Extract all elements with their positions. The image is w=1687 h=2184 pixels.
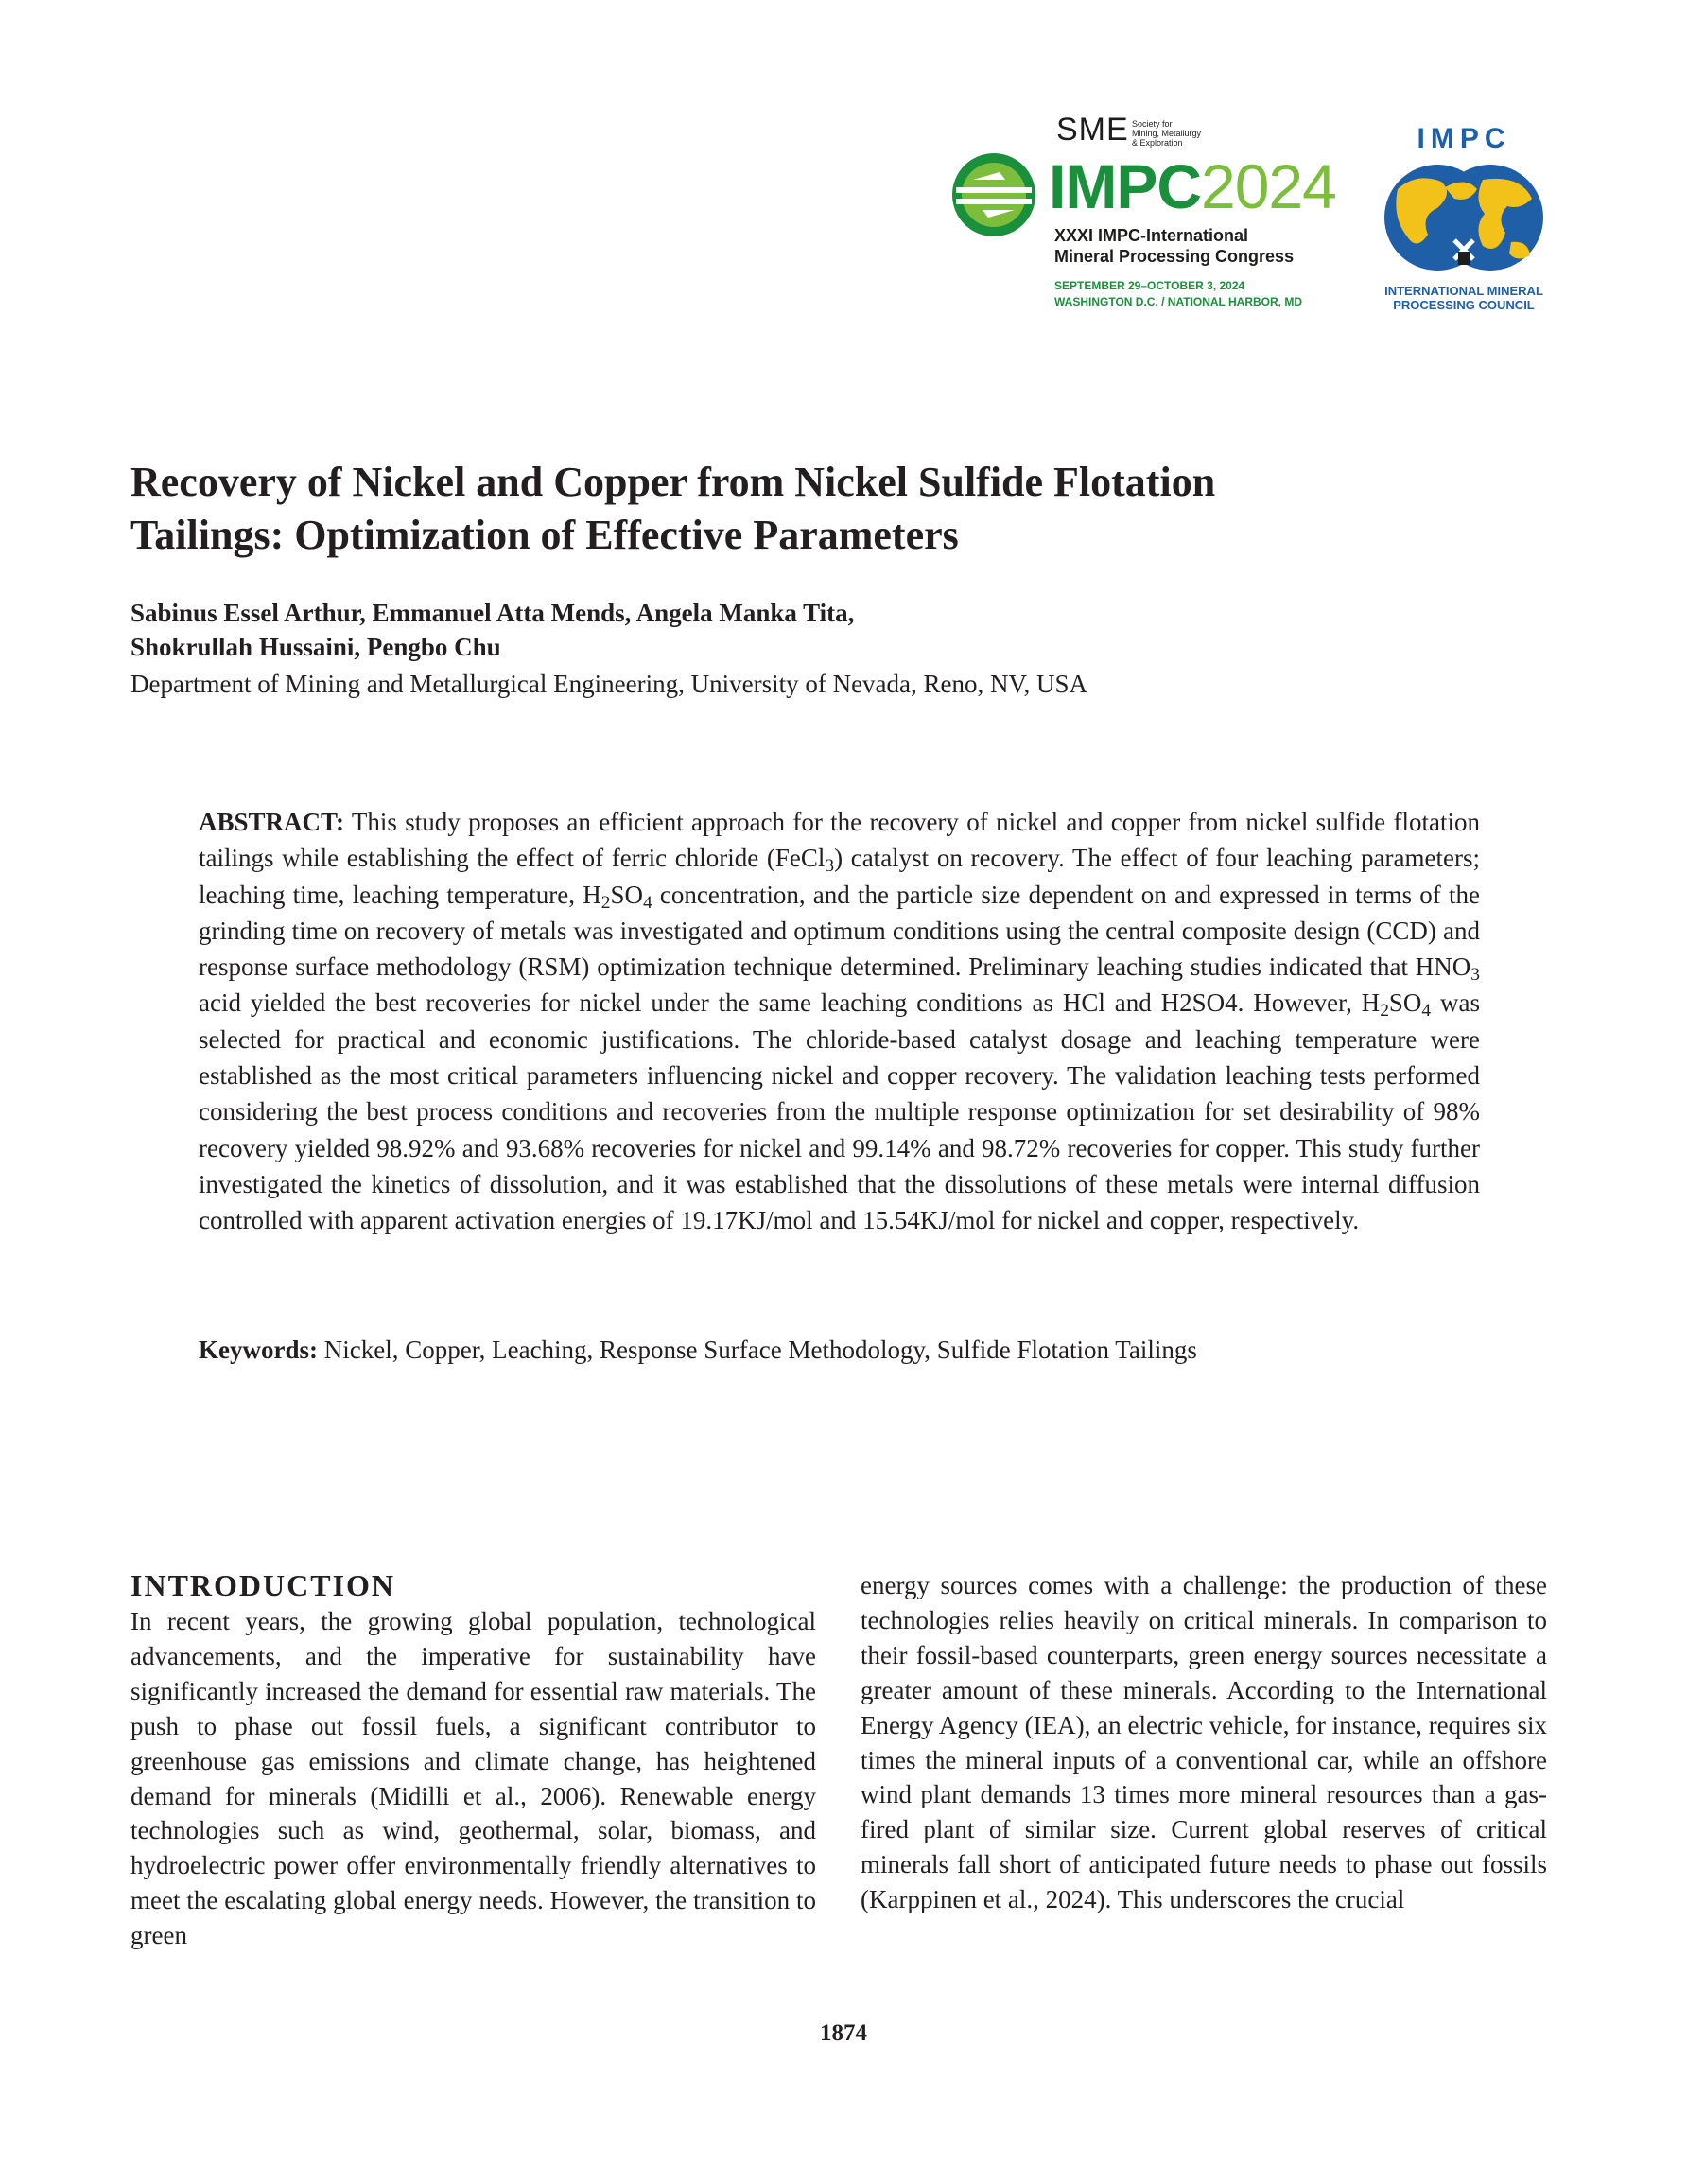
introduction-heading: INTRODUCTION (130, 1568, 396, 1602)
paper-title: Recovery of Nickel and Copper from Nickel Sulfide Flotation Tailings: Optimization of Effective Parameters (130, 459, 1216, 558)
page-number: 1874 (820, 2020, 867, 2046)
keywords: Keywords: Nickel, Copper, Leaching, Response Surface Methodology, Sulfide Flotation Tailings (199, 1336, 1197, 1364)
abstract: ABSTRACT: This study proposes an efficient approach for the recovery of nickel and copper from nickel sulfide flotation tailings while establishing the effect of ferric chloride (FeCl$_3$) catalyst on recovery. The effect of four leaching parameters; leaching time, leaching temperature, $H_2SO_4$ concentration, and the particle size dependent on and expressed in terms of the grinding time on recovery of metals was investigated and optimum conditions using the central composite design (CCD) and response surface methodology (RSM) optimization technique determined. Preliminary leaching studies indicated that $HNO_3$ acid yielded the best recoveries for nickel under the same leaching conditions as HCl and H2SO4. However, $H_2SO_4$ was selected for practical and economic justifications. The chloride-based catalyst dosage and leaching temperature were established as the most critical parameters influencing nickel and copper recovery. The validation leaching tests performed considering the best process conditions and recoveries from the multiple response optimization for set desirability of 98% recovery yielded 98.92% and 93.68% recoveries for nickel and 99.14% and 98.72% recoveries for copper. This study further investigated the kinetics of dissolution, and it was established that the dissolutions of these metals were internal diffusion controlled with apparent activation energies of 19.17KJ/mol and 15.54KJ/mol for nickel and copper, respectively. (199, 808, 1480, 1235)
introduction-left-column: In recent years, the growing global population, technological advancements, and the imperative for sustainability have significantly increased the demand for essential raw materials. The push to phase out fossil fuels, a significant contributor to greenhouse gas emissions and climate change, has heightened demand for minerals (Midilli et al., 2006). Renewable energy technologies such as wind, geothermal, solar, biomass, and hydroelectric power offer environmentally friendly alternatives to meet the escalating global energy needs. However, the transition to green (130, 1607, 816, 1950)
impc-event-name: IMPC2024 (1049, 151, 1336, 221)
council-logo-subtitle: INTERNATIONAL MINERAL PROCESSING COUNCIL (1384, 284, 1543, 312)
sme-impc2024-logo (950, 112, 1348, 320)
sme-society-text: Society for Mining, Metallurgy & Exploration (1132, 119, 1202, 148)
introduction-right-column: energy sources comes with a challenge: the production of these technologies relies heavily on critical minerals. In comparison to their fossil-based counterparts, green energy sources necessitate a greater amount of these minerals. According to the International Energy Agency (IEA), an electric vehicle, for instance, requires six times the mineral inputs of a conventional car, while an offshore wind plant demands 13 times more mineral resources than a gas-fired plant of similar size. Current global reserves of critical minerals fall short of anticipated future needs to phase out fossils (Karppinen et al., 2024). This underscores the crucial (861, 1571, 1547, 1914)
keywords-label: Keywords: (199, 1336, 318, 1364)
council-logo-title: IMPC (1417, 123, 1511, 154)
author-list: Sabinus Essel Arthur, Emmanuel Atta Mends, Angela Manka Tita, Shokrullah Hussaini, Pengbo Chu (130, 599, 855, 661)
author-affiliation: Department of Mining and Metallurgical Engineering, University of Nevada, Reno, NV, USA (130, 670, 1088, 698)
congress-date-location: SEPTEMBER 29–OCTOBER 3, 2024 WASHINGTON D.C. / NATIONAL HARBOR, MD (1054, 279, 1302, 308)
abstract-label: ABSTRACT: (199, 808, 345, 836)
sme-wordmark: SME (1056, 112, 1129, 148)
congress-name: XXXI IMPC-International Mineral Processing Congress (1054, 226, 1295, 266)
globe-icon (1379, 161, 1549, 274)
impc-council-logo (1369, 123, 1558, 322)
impc-swirl-logo-icon (950, 151, 1037, 238)
